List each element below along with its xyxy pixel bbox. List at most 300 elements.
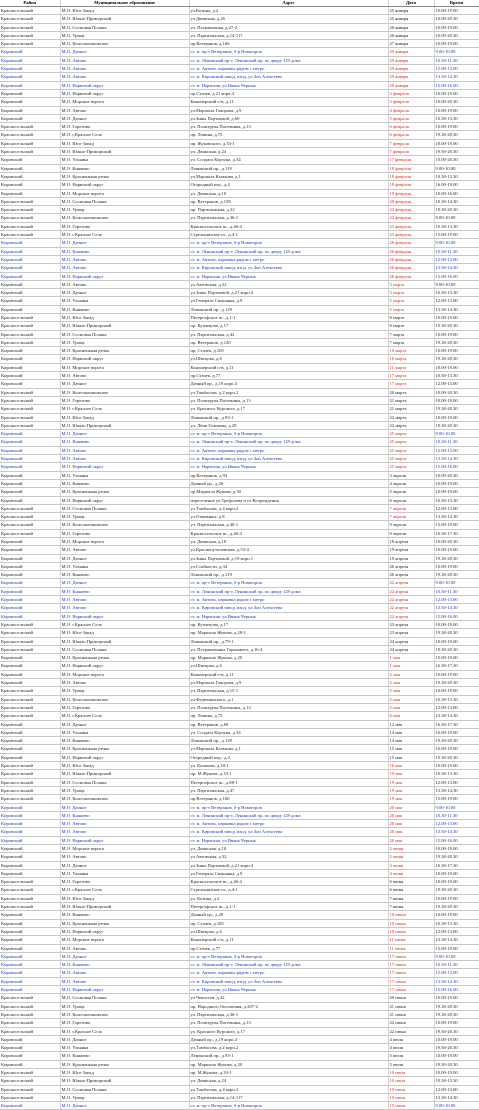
cell-district: Кировский xyxy=(0,81,60,89)
table-row xyxy=(0,612,479,620)
cell-time: 19.30-20.30 xyxy=(434,206,479,214)
cell-district: Кировский xyxy=(0,272,60,280)
cell-municipality: М.О. Горелово xyxy=(60,1019,189,1027)
cell-date: 20 мая xyxy=(388,811,434,819)
cell-date: 7 июня xyxy=(388,903,434,911)
cell-address: пр.Стачек, д.21 корп.4 xyxy=(189,89,388,97)
cell-district: Красносельский xyxy=(0,15,60,23)
cell-municipality: М.О. Автово xyxy=(60,853,189,861)
cell-municipality: М.О. Горелово xyxy=(60,529,189,537)
cell-date: 9 апреля xyxy=(388,521,434,529)
cell-time: 13.30-14.30 xyxy=(434,305,479,313)
cell-time: 12.00-13.00 xyxy=(434,380,479,388)
cell-time: 16.00-19.00 xyxy=(434,181,479,189)
cell-address: ст. м. Автово, парковка рядом с метро xyxy=(189,255,388,263)
cell-municipality: М.О. Нарвский округ xyxy=(60,181,189,189)
cell-district: Кировский xyxy=(0,106,60,114)
cell-address: ст. м. Кировский завод, вход, ул.Зои Алексеева xyxy=(189,264,388,272)
cell-district: Кировский xyxy=(0,455,60,463)
cell-address: ул.Тамбасова, д.4 корп.2 xyxy=(189,1085,388,1093)
table-row xyxy=(0,479,479,487)
table-row xyxy=(0,297,479,305)
cell-district: Кировский xyxy=(0,1035,60,1043)
cell-date: 19 апреля xyxy=(388,554,434,562)
cell-time: 12.00-13.00 xyxy=(434,969,479,977)
cell-time: 16.30-17.30 xyxy=(434,662,479,670)
cell-municipality: М.О. Морские ворота xyxy=(60,363,189,371)
table-row xyxy=(0,1052,479,1060)
table-row xyxy=(0,106,479,114)
cell-municipality: М.О. Нарвский округ xyxy=(60,662,189,670)
cell-municipality: М.О. Княжево xyxy=(60,737,189,745)
table-row xyxy=(0,363,479,371)
table-row xyxy=(0,778,479,786)
table-row xyxy=(0,272,479,280)
cell-municipality: М.О. Морские ворота xyxy=(60,538,189,546)
cell-address: ст. м. Кировский завод, вход, ул.Зои Алексеева xyxy=(189,828,388,836)
cell-district: Кировский xyxy=(0,264,60,272)
cell-municipality: М.О. Юго-Запад xyxy=(60,7,189,15)
cell-address: Ленинский пр., д.79-1 xyxy=(189,637,388,645)
cell-municipality: М.О. Дачное xyxy=(60,380,189,388)
table-row xyxy=(0,289,479,297)
cell-district: Кировский xyxy=(0,98,60,106)
cell-district: Кировский xyxy=(0,587,60,595)
cell-district: Кировский xyxy=(0,679,60,687)
cell-address: ст. м. пр-т Ветеранов, б-р Новаторов xyxy=(189,239,388,247)
cell-municipality: М.О. Дачное xyxy=(60,239,189,247)
cell-address: ул.Тамбасова, д.2 корп.2 xyxy=(189,1044,388,1052)
cell-district: Красносельский xyxy=(0,1002,60,1010)
cell-date: 17 июня xyxy=(388,977,434,985)
table-row xyxy=(0,828,479,836)
cell-address: ул. Красного Курсанта, д.17 xyxy=(189,405,388,413)
cell-address: ст. м. Автово, парковка рядом с метро xyxy=(189,596,388,604)
cell-address: ул.Швецова, д.6 xyxy=(189,355,388,363)
cell-district: Красносельский xyxy=(0,1069,60,1077)
cell-date: 22 апреля xyxy=(388,612,434,620)
cell-municipality: М.О. Константиновское xyxy=(60,521,189,529)
cell-time: 15.00-19.00 xyxy=(434,521,479,529)
cell-date: 7 апреля xyxy=(388,504,434,512)
cell-district: Кировский xyxy=(0,1060,60,1068)
cell-date: 15 мая xyxy=(388,753,434,761)
cell-address: ст. м. Нарвская, ул.Ивана Черных xyxy=(189,612,388,620)
cell-address: Ленинский пр., д.119 xyxy=(189,571,388,579)
table-row xyxy=(0,148,479,156)
cell-date: 6 февраля xyxy=(388,131,434,139)
cell-time: 15.00-16.00 xyxy=(434,986,479,994)
cell-address: пр. Ленина, д.75 xyxy=(189,712,388,720)
cell-district: Красносельский xyxy=(0,388,60,396)
cell-district: Красносельский xyxy=(0,795,60,803)
table-row xyxy=(0,421,479,429)
cell-district: Кировский xyxy=(0,579,60,587)
cell-district: Кировский xyxy=(0,56,60,64)
cell-municipality: М.О. Дачное xyxy=(60,720,189,728)
cell-address: ул. Казакова, д.18-1 xyxy=(189,762,388,770)
cell-date: 23 апреля xyxy=(388,620,434,628)
cell-time: 10.00-19.00 xyxy=(434,313,479,321)
cell-address: ул. Лёни Голикова, д.29 xyxy=(189,421,388,429)
cell-municipality: М.О. Морские ворота xyxy=(60,844,189,852)
cell-date: 22 марта xyxy=(388,413,434,421)
cell-address: пр. Народного Ополчения, д.207-2 xyxy=(189,1002,388,1010)
cell-municipality: М.О. Красненькая речка xyxy=(60,488,189,496)
cell-date: 10 июля xyxy=(388,1077,434,1085)
cell-district: Красносельский xyxy=(0,770,60,778)
cell-time: 12.00-13.00 xyxy=(434,297,479,305)
cell-time: 10.00-19.00 xyxy=(434,869,479,877)
cell-district: Кировский xyxy=(0,496,60,504)
cell-time: 19.30-20.30 xyxy=(434,753,479,761)
cell-time: 10.30-13.30 xyxy=(434,919,479,927)
table-row xyxy=(0,869,479,877)
cell-district: Красносельский xyxy=(0,1085,60,1093)
cell-time: 19.30-20.30 xyxy=(434,405,479,413)
cell-date: 24 апреля xyxy=(388,645,434,653)
cell-date: 23 февраля xyxy=(388,222,434,230)
cell-address: ул.Федюнинского, д.1 xyxy=(189,695,388,703)
cell-district: Кировский xyxy=(0,172,60,180)
cell-time: 10.00-20.30 xyxy=(434,31,479,39)
cell-district: Красносельский xyxy=(0,322,60,330)
cell-district: Кировский xyxy=(0,297,60,305)
cell-district: Красносельский xyxy=(0,786,60,794)
cell-time: 10.00-19.00 xyxy=(434,637,479,645)
cell-district: Кировский xyxy=(0,289,60,297)
table-row xyxy=(0,919,479,927)
cell-time: 10.30-11.30 xyxy=(434,56,479,64)
cell-district: Красносельский xyxy=(0,712,60,720)
cell-district: Красносельский xyxy=(0,629,60,637)
cell-date: 22 апреля xyxy=(388,596,434,604)
cell-address: пр. Ветеранов, д.120 xyxy=(189,338,388,346)
cell-municipality: М.О. Автово xyxy=(60,828,189,836)
cell-time: 13.30-14.30 xyxy=(434,712,479,720)
cell-time: 10.00-19.00 xyxy=(434,546,479,554)
cell-date: 17 июня xyxy=(388,952,434,960)
cell-district: Красносельский xyxy=(0,40,60,48)
cell-date: 26 февраля xyxy=(388,255,434,263)
cell-time: 10.00-19.00 xyxy=(434,762,479,770)
cell-address: Дачный пр., д.19 корп.4 xyxy=(189,1035,388,1043)
cell-date: 17 марта xyxy=(388,380,434,388)
cell-municipality: М.О. Автово xyxy=(60,65,189,73)
cell-time: 10.00-20.30 xyxy=(434,156,479,164)
table-row xyxy=(0,903,479,911)
cell-municipality: М.О. Княжево xyxy=(60,961,189,969)
cell-address: ул.Отважных, д.8 xyxy=(189,513,388,521)
cell-municipality: М.О. Дачное xyxy=(60,1102,189,1110)
cell-date: 3 марта xyxy=(388,280,434,288)
cell-municipality: М.О. Княжево xyxy=(60,571,189,579)
cell-time: 10.00-19.00 xyxy=(434,479,479,487)
cell-district: Кировский xyxy=(0,1052,60,1060)
cell-time: 9.00-10.00 xyxy=(434,579,479,587)
cell-time: 9.00-10.00 xyxy=(434,803,479,811)
cell-address: ул.Швецова, д.6 xyxy=(189,662,388,670)
cell-municipality: М.О. Юго-Запад xyxy=(60,762,189,770)
cell-address: Ленинский пр., д.119 xyxy=(189,164,388,172)
cell-time: 10.00-19.00 xyxy=(434,1019,479,1027)
cell-time: 10.00-20.30 xyxy=(434,388,479,396)
table-row xyxy=(0,994,479,1002)
table-row xyxy=(0,861,479,869)
cell-address: ул. Красного Курсанта, д.17 xyxy=(189,1027,388,1035)
table-row xyxy=(0,1002,479,1010)
cell-date: 15 мая xyxy=(388,745,434,753)
cell-time: 10.00-20.30 xyxy=(434,471,479,479)
table-row xyxy=(0,737,479,745)
cell-municipality: М.О. Автово xyxy=(60,455,189,463)
cell-address: ст. м. пр-т Ветеранов, б-р Новаторов xyxy=(189,430,388,438)
cell-time: 10.00-19.00 xyxy=(434,330,479,338)
cell-address: ул. Двинская, д.24 xyxy=(189,148,388,156)
cell-address: ул. Партизанская, д.47 xyxy=(189,786,388,794)
cell-district: Кировский xyxy=(0,546,60,554)
cell-time: 16.00-19.00 xyxy=(434,89,479,97)
table-row xyxy=(0,388,479,396)
table-row xyxy=(0,1093,479,1101)
cell-municipality: М.О. Константиновское xyxy=(60,214,189,222)
table-row xyxy=(0,214,479,222)
cell-municipality: М.О. Южно-Приморский xyxy=(60,770,189,778)
cell-time: 12.00-13.00 xyxy=(434,504,479,512)
cell-address: ул. Двинская, д.24 xyxy=(189,1077,388,1085)
cell-district: Красносельский xyxy=(0,206,60,214)
cell-address: ул.Автовская, д.32 xyxy=(189,280,388,288)
cell-address: пр.Маршала Жукова, д.30 xyxy=(189,488,388,496)
table-row xyxy=(0,81,479,89)
cell-district: Кировский xyxy=(0,48,60,56)
table-row xyxy=(0,338,479,346)
cell-date: 19 апреля xyxy=(388,546,434,554)
table-row xyxy=(0,330,479,338)
header-address: Адрес xyxy=(189,0,388,7)
cell-municipality: М.О. Княжево xyxy=(60,479,189,487)
cell-date: 22 июня xyxy=(388,1019,434,1027)
cell-address: Красносельское ш., д.46-4 xyxy=(189,529,388,537)
header-date: Дата xyxy=(388,0,434,7)
cell-municipality: М.О. Красненькая речка xyxy=(60,1060,189,1068)
cell-time: 12.00-13.00 xyxy=(434,927,479,935)
table-row xyxy=(0,313,479,321)
cell-district: Красносельский xyxy=(0,330,60,338)
cell-address: ул. Партизанская, д.14-117 xyxy=(189,1093,388,1101)
cell-address: ст. м. Ленинский пр-т, Ленинский пр. по двору 129 дома xyxy=(189,961,388,969)
cell-address: пр. М.Жукова, д.33-1 xyxy=(189,770,388,778)
cell-district: Кировский xyxy=(0,944,60,952)
cell-municipality: М.О. Юго-Запад xyxy=(60,894,189,902)
cell-district: Кировский xyxy=(0,181,60,189)
cell-address: ст. м. Ленинский пр-т, Ленинский пр. по двору 129 дома xyxy=(189,438,388,446)
cell-address: Стрельнинское ш., д.4-1 xyxy=(189,886,388,894)
cell-address: ст. м. Ленинский пр-т, Ленинский пр. по двору 129 дома xyxy=(189,811,388,819)
table-row xyxy=(0,438,479,446)
cell-date: 6 июня xyxy=(388,886,434,894)
table-row xyxy=(0,986,479,994)
cell-time: 10.00-19.00 xyxy=(434,1052,479,1060)
cell-district: Кировский xyxy=(0,73,60,81)
cell-district: Кировский xyxy=(0,347,60,355)
table-row xyxy=(0,911,479,919)
cell-date: 23 апреля xyxy=(388,629,434,637)
cell-date: 22 апреля xyxy=(388,587,434,595)
cell-address: ст. м. Ленинский пр-т, Ленинский пр. по двору 129 дома xyxy=(189,56,388,64)
table-row xyxy=(0,1019,479,1027)
table-row xyxy=(0,322,479,330)
cell-district: Красносельский xyxy=(0,148,60,156)
cell-address: Огородный пер., д.4 xyxy=(189,753,388,761)
cell-municipality: М.О. Урицк xyxy=(60,206,189,214)
table-row xyxy=(0,670,479,678)
cell-date: 15 июля xyxy=(388,1102,434,1110)
cell-address: ул.Маршала Говорова, д.9 xyxy=(189,679,388,687)
cell-district: Красносельский xyxy=(0,703,60,711)
cell-district: Кировский xyxy=(0,654,60,662)
cell-date: 10 июня xyxy=(388,927,434,935)
cell-address: пр. Стачек, д.105 xyxy=(189,347,388,355)
table-row xyxy=(0,803,479,811)
cell-date: 20 февраля xyxy=(388,197,434,205)
cell-date: 7 марта xyxy=(388,330,434,338)
table-row xyxy=(0,463,479,471)
cell-municipality: М.О. Княжево xyxy=(60,1052,189,1060)
cell-address: пр. Жуковского, д.33-1 xyxy=(189,139,388,147)
cell-time: 9.00-10.00 xyxy=(434,48,479,56)
cell-date: 21 июня xyxy=(388,1010,434,1018)
cell-municipality: М.О. Константиновское xyxy=(60,795,189,803)
cell-date: 21 марта xyxy=(388,396,434,404)
cell-address: ул.Швецова, д.6 xyxy=(189,927,388,935)
table-row xyxy=(0,372,479,380)
cell-district: Красносельский xyxy=(0,231,60,239)
cell-district: Кировский xyxy=(0,844,60,852)
cell-date: 29 января xyxy=(388,48,434,56)
cell-date: 26 февраля xyxy=(388,239,434,247)
cell-district: Кировский xyxy=(0,861,60,869)
cell-address: пр. Маршала Жукова, д.20 xyxy=(189,1060,388,1068)
cell-time: 16.30-17.30 xyxy=(434,861,479,869)
cell-time: 19.30-20.30 xyxy=(434,322,479,330)
table-row xyxy=(0,488,479,496)
cell-date: 18 февраля xyxy=(388,181,434,189)
cell-time: 10.30-13.30 xyxy=(434,289,479,297)
cell-address: ст. м. пр-т Ветеранов, б-р Новаторов xyxy=(189,952,388,960)
cell-address: ул. Партизанская, д.14-117 xyxy=(189,31,388,39)
table-row xyxy=(0,123,479,131)
table-row xyxy=(0,7,479,15)
cell-date: 20 мая xyxy=(388,820,434,828)
cell-time: 19.30-20.30 xyxy=(434,148,479,156)
cell-time: 15.00-19.00 xyxy=(434,944,479,952)
cell-time: 10.30-11.30 xyxy=(434,811,479,819)
cell-date: 6 марта xyxy=(388,322,434,330)
cell-time: 16.30-17.30 xyxy=(434,529,479,537)
cell-date: 5 марта xyxy=(388,305,434,313)
cell-district: Красносельский xyxy=(0,521,60,529)
cell-date: 22 апреля xyxy=(388,579,434,587)
cell-time: 10.00-19.00 xyxy=(434,562,479,570)
cell-municipality: М.О. Южно-Приморский xyxy=(60,148,189,156)
cell-address: ул. Партизанская, д.40-1 xyxy=(189,521,388,529)
cell-address: ст. м. пр-т Ветеранов, б-р Новаторов xyxy=(189,48,388,56)
cell-time: 12.00-13.00 xyxy=(434,778,479,786)
table-row xyxy=(0,604,479,612)
cell-municipality: М.О. Автово xyxy=(60,969,189,977)
cell-municipality: М.О. г.Красное Село xyxy=(60,620,189,628)
cell-municipality: М.О. Юго-Запад xyxy=(60,629,189,637)
cell-time: 12.00-13.00 xyxy=(434,65,479,73)
cell-time: 10.00-20.30 xyxy=(434,15,479,23)
table-row xyxy=(0,529,479,537)
table-row xyxy=(0,73,479,81)
cell-district: Кировский xyxy=(0,247,60,255)
cell-time: 13.30-14.30 xyxy=(434,828,479,836)
cell-time: 13.30-14.30 xyxy=(434,73,479,81)
cell-district: Красносельский xyxy=(0,513,60,521)
cell-time: 10.30-13.30 xyxy=(434,496,479,504)
table-row xyxy=(0,878,479,886)
table-row xyxy=(0,114,479,122)
cell-time: 19.30-20.30 xyxy=(434,554,479,562)
cell-municipality: М.О. Сосновая Поляна xyxy=(60,504,189,512)
cell-date: 20 мая xyxy=(388,836,434,844)
cell-address: ст. м. Кировский завод, вход, ул.Зои Алексеева xyxy=(189,73,388,81)
table-row xyxy=(0,720,479,728)
cell-date: 22 марта xyxy=(388,421,434,429)
cell-municipality: М.О. Дачное xyxy=(60,579,189,587)
cell-address: ул. Котина, д.2 xyxy=(189,894,388,902)
cell-municipality: М.О. Морские ворота xyxy=(60,98,189,106)
cell-address: Огородный пер., д.4 xyxy=(189,181,388,189)
cell-address: ул. Двинская, д.10 xyxy=(189,538,388,546)
cell-date: 22 апреля xyxy=(388,604,434,612)
cell-address: ул. Политрука Пасечника, д.13 xyxy=(189,396,388,404)
table-row xyxy=(0,1069,479,1077)
cell-date: 25 марта xyxy=(388,430,434,438)
cell-district: Кировский xyxy=(0,952,60,960)
cell-time: 15.00-19.00 xyxy=(434,795,479,803)
cell-time: 19.30-20.30 xyxy=(434,1044,479,1052)
table-row xyxy=(0,712,479,720)
cell-municipality: М.О. Южно-Приморский xyxy=(60,421,189,429)
cell-address: пр. Ветеранов, д.69 xyxy=(189,720,388,728)
cell-municipality: М.О. Урицк xyxy=(60,786,189,794)
table-row xyxy=(0,745,479,753)
cell-address: ул.Генерала Симоняка, д.9 xyxy=(189,869,388,877)
cell-time: 10.00-19.00 xyxy=(434,23,479,31)
cell-district: Красносельский xyxy=(0,886,60,894)
table-row xyxy=(0,164,479,172)
cell-municipality: М.О. Сосновая Поляна xyxy=(60,645,189,653)
table-row xyxy=(0,762,479,770)
cell-time: 15.00-19.00 xyxy=(434,654,479,662)
cell-municipality: М.О. Горелово xyxy=(60,396,189,404)
cell-municipality: М.О. Морские ворота xyxy=(60,189,189,197)
cell-municipality: М.О. Нарвский округ xyxy=(60,81,189,89)
cell-time: 19.30-20.30 xyxy=(434,903,479,911)
cell-date: 25 марта xyxy=(388,438,434,446)
table-row xyxy=(0,844,479,852)
cell-municipality: М.О. Дачное xyxy=(60,430,189,438)
cell-date: 6 апреля xyxy=(388,496,434,504)
cell-municipality: М.О. Морские ворота xyxy=(60,670,189,678)
cell-address: ст. м. Нарвская, ул.Ивана Черных xyxy=(189,463,388,471)
cell-address: ул. Партизанская, д.15-1 xyxy=(189,687,388,695)
cell-date: 24 апреля xyxy=(388,637,434,645)
